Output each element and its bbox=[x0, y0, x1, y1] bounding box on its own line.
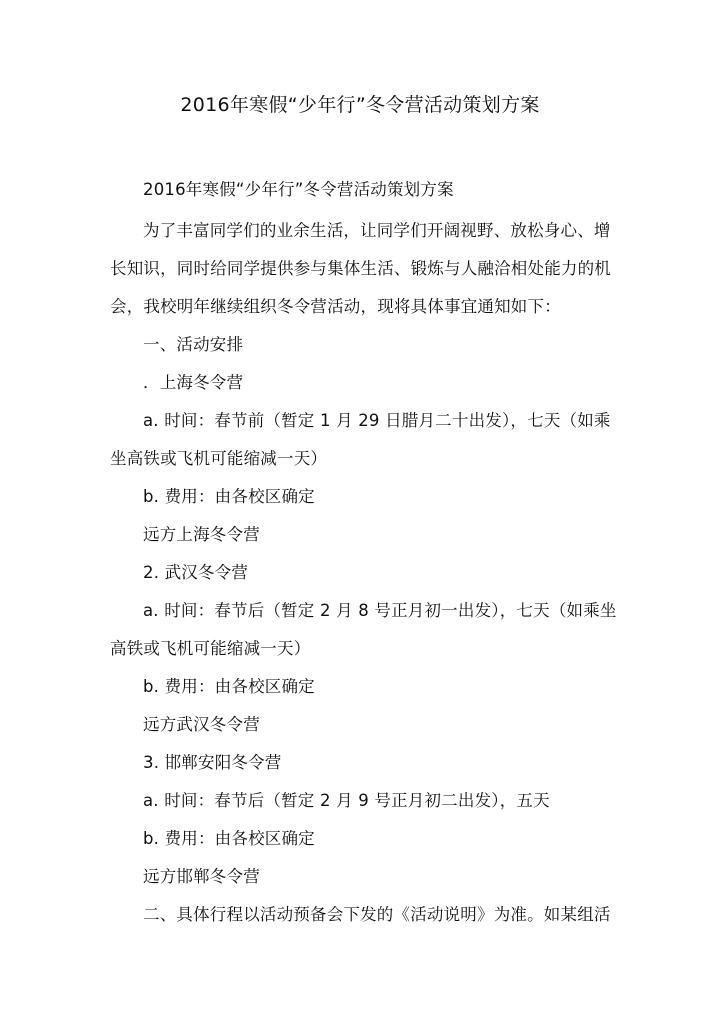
paragraph-line: 为了丰富同学们的业余生活，让同学们开阔视野、放松身心、增 bbox=[143, 221, 611, 240]
item-detail: a. 时间：春节后（暂定 2 月 8 号正月初一出发），七天（如乘坐 bbox=[143, 601, 617, 620]
item-detail-cont: 坐高铁或飞机可能缩减一天） bbox=[110, 449, 328, 468]
item-detail: a. 时间：春节前（暂定 1 月 29 日腊月二十出发），七天（如乘 bbox=[143, 411, 611, 430]
item-caption: 远方武汉冬令营 bbox=[143, 715, 260, 734]
item-detail: b. 费用：由各校区确定 bbox=[143, 829, 315, 848]
item-heading: 3. 邯郸安阳冬令营 bbox=[143, 753, 282, 772]
item-caption: 远方邯郸冬令营 bbox=[143, 867, 260, 886]
subtitle-line: 2016年寒假“少年行”冬令营活动策划方案 bbox=[143, 180, 454, 199]
item-heading: 2. 武汉冬令营 bbox=[143, 563, 249, 582]
paragraph-line: 会，我校明年继续组织冬令营活动，现将具体事宜通知如下： bbox=[110, 297, 561, 316]
item-detail: a. 时间：春节后（暂定 2 月 9 号正月初二出发），五天 bbox=[143, 791, 550, 810]
section-heading: 一、活动安排 bbox=[143, 335, 244, 354]
item-caption: 远方上海冬令营 bbox=[143, 525, 260, 544]
item-detail: b. 费用：由各校区确定 bbox=[143, 487, 315, 506]
item-detail: b. 费用：由各校区确定 bbox=[143, 677, 315, 696]
document-title: 2016年寒假“少年行”冬令营活动策划方案 bbox=[180, 94, 540, 116]
item-detail-cont: 高铁或飞机可能缩减一天） bbox=[110, 639, 311, 658]
item-heading: ．上海冬令营 bbox=[143, 373, 244, 392]
section-heading: 二、具体行程以活动预备会下发的《活动说明》为准。如某组活 bbox=[143, 905, 611, 924]
paragraph-line: 长知识，同时给同学提供参与集体生活、锻炼与人融洽相处能力的机 bbox=[110, 259, 611, 278]
